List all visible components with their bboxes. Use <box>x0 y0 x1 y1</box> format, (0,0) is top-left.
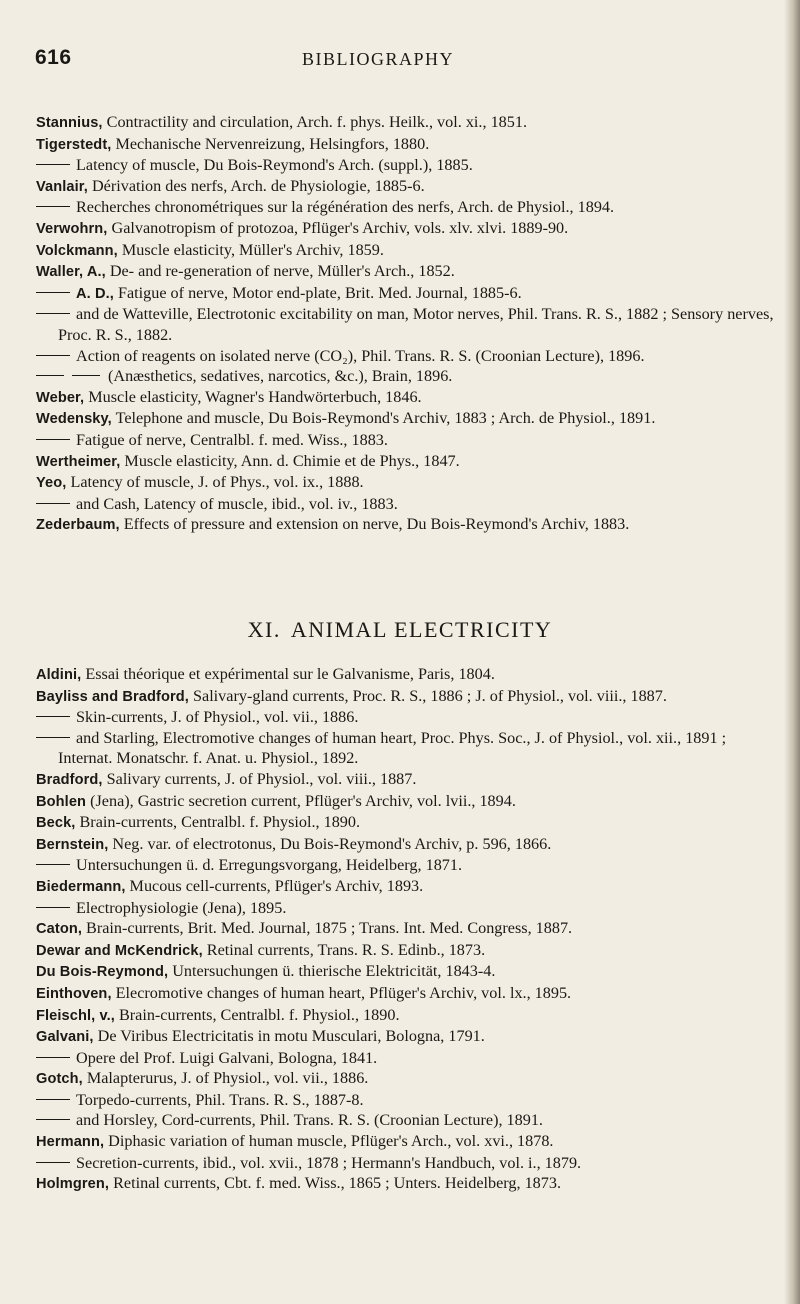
entry-author: Holmgren, <box>36 1176 110 1193</box>
entry-text: Opere del Prof. Luigi Galvani, Bologna, 1841. <box>76 1048 378 1067</box>
entry-author: Wedensky, <box>36 411 112 428</box>
bibliography-entry <box>36 514 776 536</box>
entry-author: Bradford, <box>36 771 103 788</box>
bibliography-entry <box>36 1026 776 1048</box>
entry-text: Brain-currents, Centralbl. f. Physiol., 1890. <box>118 1005 400 1024</box>
entry-text: Skin-currents, J. of Physiol., vol. vii., 1886. <box>76 708 359 727</box>
bibliography-entry <box>36 876 776 898</box>
entry-author: Bohlen <box>36 793 87 810</box>
bibliography-entry <box>36 472 776 494</box>
entry-text: Dérivation des nerfs, Arch. de Physiologie, 1885-6. <box>91 176 425 195</box>
bibliography-entry <box>36 155 776 176</box>
bibliography-entry <box>36 791 776 813</box>
bibliography-entry <box>36 940 776 962</box>
page-edge-shadow <box>784 0 800 1304</box>
entry-author: Caton, <box>36 921 82 938</box>
entry-text: and Starling, Electromotive changes of human heart, Proc. Phys. Soc., J. of Physiol., vol. xii., 1891 ; Internat. Monatschr. f. Anat. u. Physiol., 1892. <box>58 728 727 768</box>
bibliography-entry <box>36 240 776 262</box>
bibliography-entry <box>36 1131 776 1153</box>
entry-text: Electrophysiologie (Jena), 1895. <box>76 898 287 917</box>
ditto-dash <box>36 907 70 908</box>
bibliography-entry <box>36 728 776 769</box>
bibliography-entry <box>36 1110 776 1131</box>
bibliography-entry <box>36 304 776 345</box>
entry-text: De Viribus Electricitatis in motu Musculari, Bologna, 1791. <box>97 1027 485 1046</box>
running-title: BIBLIOGRAPHY <box>302 49 455 69</box>
entry-author: Du Bois-Reymond, <box>36 964 169 981</box>
ditto-dash <box>36 164 70 165</box>
entry-text: Recherches chronométriques sur la régénération des nerfs, Arch. de Physiol., 1894. <box>76 198 615 217</box>
entry-text: Retinal currents, Trans. R. S. Edinb., 1873. <box>206 940 486 959</box>
entry-text: Secretion-currents, ibid., vol. xvii., 1878 ; Hermann's Handbuch, vol. i., 1879. <box>76 1153 582 1172</box>
bibliography-entry <box>36 664 776 686</box>
entry-text: De- and re-generation of nerve, Müller's Arch., 1852. <box>109 262 455 281</box>
entry-text: and Cash, Latency of muscle, ibid., vol. iv., 1883. <box>76 494 398 513</box>
bibliography-entry <box>36 686 776 708</box>
entry-author: Tigerstedt, <box>36 136 112 153</box>
bibliography-entry <box>36 1005 776 1027</box>
entry-text: Salivary-gland currents, Proc. R. S., 1886 ; J. of Physiol., vol. viii., 1887. <box>193 686 667 705</box>
ditto-dash <box>36 206 70 207</box>
ditto-dash <box>36 716 70 717</box>
ditto-dash <box>36 439 70 440</box>
entry-text: Galvanotropism of protozoa, Pflüger's Archiv, vols. xlv. xlvi. 1889-90. <box>111 218 569 237</box>
entry-author: Dewar and McKendrick, <box>36 942 203 959</box>
entry-text: Brain-currents, Centralbl. f. Physiol., 1890. <box>79 813 361 832</box>
bibliography-entry <box>36 197 776 218</box>
ditto-dash <box>36 864 70 865</box>
bibliography-entry <box>36 1068 776 1090</box>
bibliography-entry <box>36 855 776 876</box>
bibliography-entry <box>36 408 776 430</box>
entry-author: Weber, <box>36 389 85 406</box>
entry-text: Brain-currents, Brit. Med. Journal, 1875 ; Trans. Int. Med. Congress, 1887. <box>86 919 573 938</box>
entry-text: Salivary currents, J. of Physiol., vol. viii., 1887. <box>106 769 417 788</box>
bibliography-entry <box>36 898 776 919</box>
bibliography-entry <box>36 769 776 791</box>
bibliography-entry <box>36 112 776 134</box>
entry-text: Latency of muscle, J. of Phys., vol. ix., 1888. <box>70 473 364 492</box>
entry-text: Fatigue of nerve, Centralbl. f. med. Wiss., 1883. <box>76 430 388 449</box>
entry-author: Vanlair, <box>36 178 88 195</box>
entry-text: Untersuchungen ü. d. Erregungsvorgang, Heidelberg, 1871. <box>76 856 463 875</box>
entry-text: Essai théorique et expérimental sur le Galvanisme, Paris, 1804. <box>85 665 495 683</box>
entry-text: Muscle elasticity, Wagner's Handwörterbuch, 1846. <box>88 387 422 406</box>
entry-author: A. D., <box>76 285 114 302</box>
entry-author: Galvani, <box>36 1029 94 1046</box>
entry-text: Contractility and circulation, Arch. f. phys. Heilk., vol. xi., 1851. <box>106 113 527 131</box>
ditto-dash <box>36 375 64 376</box>
section-title: ANIMAL ELECTRICITY <box>290 617 553 642</box>
entry-text: Retinal currents, Cbt. f. med. Wiss., 1865 ; Unters. Heidelberg, 1873. <box>113 1174 562 1193</box>
entry-text: and Horsley, Cord-currents, Phil. Trans. R. S. (Croonian Lecture), 1891. <box>76 1111 543 1130</box>
bibliography-entry <box>36 176 776 198</box>
bibliography-entry <box>36 134 776 156</box>
ditto-dash <box>36 1119 70 1120</box>
bibliography-entry <box>36 494 776 515</box>
entry-text: Mechanische Nervenreizung, Helsingfors, 1880. <box>115 134 430 153</box>
entry-text: Neg. var. of electrotonus, Du Bois-Reymond's Archiv, p. 596, 1866. <box>112 834 552 853</box>
ditto-dash <box>36 737 70 738</box>
entry-text: Fatigue of nerve, Motor end-plate, Brit. Med. Journal, 1885-6. <box>117 283 522 302</box>
bibliography-entry <box>36 366 776 387</box>
entry-author: Beck, <box>36 815 76 832</box>
bibliography-entry <box>36 1153 776 1174</box>
bibliography-entry <box>36 918 776 940</box>
entry-text: Muscle elasticity, Ann. d. Chimie et de Phys., 1847. <box>124 451 460 470</box>
bibliography-entry <box>36 346 776 367</box>
ditto-dash <box>36 1162 70 1163</box>
bibliography-entry <box>36 812 776 834</box>
entry-author: Volckmann, <box>36 242 118 259</box>
entry-text: Telephone and muscle, Du Bois-Reymond's Archiv, 1883 ; Arch. de Physiol., 1891. <box>115 409 656 428</box>
entry-text: Torpedo-currents, Phil. Trans. R. S., 1887-8. <box>76 1090 364 1109</box>
bibliography-entry <box>36 1048 776 1069</box>
entry-author: Einthoven, <box>36 985 112 1002</box>
entry-author: Aldini, <box>36 667 82 683</box>
bibliography-entry <box>36 283 776 305</box>
entry-text: Untersuchungen ü. thierische Elektricität, 1843-4. <box>172 962 496 981</box>
entry-text: Elecromotive changes of human heart, Pflüger's Archiv, vol. lx., 1895. <box>115 983 572 1002</box>
entry-author: Biedermann, <box>36 878 126 895</box>
bibliography-list-section-x <box>36 112 776 536</box>
entry-text: (Anæsthetics, sedatives, narcotics, &c.), Brain, 1896. <box>108 367 453 386</box>
entry-text: Action of reagents on isolated nerve (CO₂), Phil. Trans. R. S. (Croonian Lecture), 1896. <box>76 346 645 365</box>
entry-author: Bernstein, <box>36 836 109 853</box>
entry-author: Verwohrn, <box>36 220 108 237</box>
bibliography-entry <box>36 961 776 983</box>
entry-text: Muscle elasticity, Müller's Archiv, 1859. <box>121 240 384 259</box>
entry-author: Yeo, <box>36 475 67 492</box>
ditto-dash <box>36 292 70 293</box>
bibliography-entry <box>36 261 776 283</box>
bibliography-entry <box>36 1090 776 1111</box>
ditto-dash <box>36 355 70 356</box>
entry-author: Waller, A., <box>36 264 106 281</box>
bibliography-entry <box>36 707 776 728</box>
page-number: 616 <box>35 46 72 69</box>
section-heading <box>0 617 800 643</box>
entry-text: Latency of muscle, Du Bois-Reymond's Arch. (suppl.), 1885. <box>76 156 473 175</box>
entry-text: and de Watteville, Electrotonic excitability on man, Motor nerves, Phil. Trans. R. S., 1882 ; Sensory nerves, Proc. R. S., 1882. <box>58 305 774 344</box>
bibliography-list-section-xi <box>36 664 776 1195</box>
entry-author: Wertheimer, <box>36 453 121 470</box>
ditto-dash <box>72 375 100 376</box>
entry-author: Zederbaum, <box>36 517 120 534</box>
bibliography-entry <box>36 451 776 473</box>
entry-author: Bayliss and Bradford, <box>36 688 189 705</box>
section-number: XI. <box>247 617 281 642</box>
bibliography-entry <box>36 218 776 240</box>
entry-author: Hermann, <box>36 1134 105 1151</box>
entry-author: Fleischl, v., <box>36 1007 115 1024</box>
entry-text: Diphasic variation of human muscle, Pflüger's Arch., vol. xvi., 1878. <box>108 1132 554 1151</box>
entry-text: Malapterurus, J. of Physiol., vol. vii., 1886. <box>86 1069 369 1088</box>
bibliography-entry <box>36 387 776 409</box>
ditto-dash <box>36 503 70 504</box>
entry-author: Stannius, <box>36 115 103 131</box>
bibliography-entry <box>36 1173 776 1195</box>
bibliography-entry <box>36 983 776 1005</box>
ditto-dash <box>36 313 70 314</box>
entry-text: (Jena), Gastric secretion current, Pflüger's Archiv, vol. lvii., 1894. <box>90 791 516 810</box>
ditto-dash <box>36 1057 70 1058</box>
entry-text: Mucous cell-currents, Pflüger's Archiv, 1893. <box>129 876 424 895</box>
bibliography-entry <box>36 430 776 451</box>
bibliography-entry <box>36 834 776 856</box>
entry-text: Effects of pressure and extension on nerve, Du Bois-Reymond's Archiv, 1883. <box>123 515 630 534</box>
entry-author: Gotch, <box>36 1071 83 1088</box>
ditto-dash <box>36 1099 70 1100</box>
